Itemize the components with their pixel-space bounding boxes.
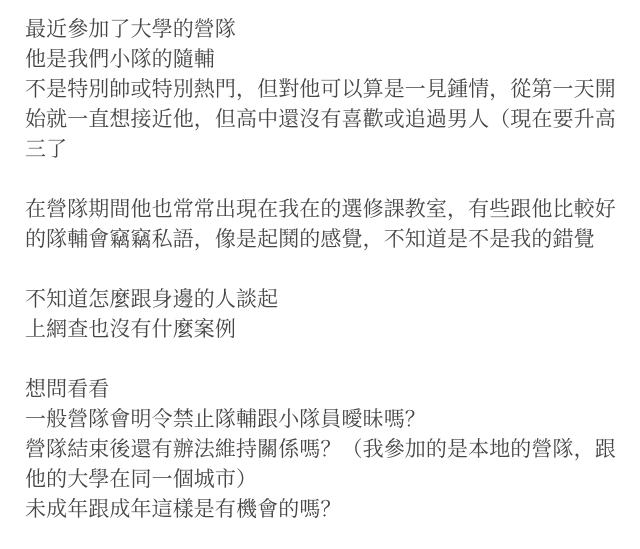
post-line: 一般營隊會明令禁止隊輔跟小隊員曖昧嗎？ [25,408,426,431]
post-line: 不是特別帥或特別熱門，但對他可以算是一見鍾情，從第一天開 [25,78,616,101]
post-line: 他的大學在同一個城市） [25,468,258,491]
post-line: 始就一直想接近他，但高中還沒有喜歡或追過男人（現在要升高 [25,108,616,131]
post-paragraph [25,195,620,255]
post-line: 的隊輔會竊竊私語，像是起鬨的感覺，不知道是不是我的錯覺 [25,228,595,251]
post-line: 上網查也沒有什麼案例 [25,318,236,341]
post-line: 想問看看 [25,378,110,401]
post-paragraph [25,15,620,165]
post-paragraph [25,375,620,525]
post-line: 在營隊期間他也常常出現在我在的選修課教室，有些跟他比較好 [25,198,616,221]
post-line: 他是我們小隊的隨輔 [25,48,215,71]
post-line: 三了 [25,138,68,161]
post-paragraph [25,285,620,345]
post-line: 最近參加了大學的營隊 [25,18,236,41]
post-line: 未成年跟成年這樣是有機會的嗎？ [25,498,342,521]
post-line: 營隊結束後還有辦法維持關係嗎？（我參加的是本地的營隊，跟 [25,438,616,461]
post-line: 不知道怎麼跟身邊的人談起 [25,288,279,311]
